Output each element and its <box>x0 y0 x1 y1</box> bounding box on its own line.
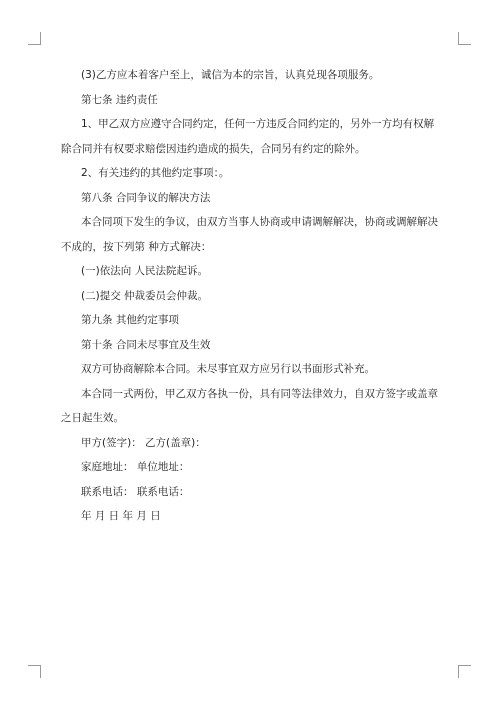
article-heading: 第十条 合同未尽事宜及生效 <box>81 338 211 351</box>
page-corner-mark-top-left <box>28 32 41 45</box>
page-corner-mark-bottom-left <box>28 665 41 678</box>
clause-paragraph: 本合同一式两份，甲乙双方各执一份，具有同等法律效力，自双方签字或盖章之日起生效。 <box>61 387 438 424</box>
article-heading: 第七条 违约责任 <box>81 93 158 106</box>
page-corner-mark-top-right <box>458 32 471 45</box>
page-corner-mark-bottom-right <box>458 665 471 678</box>
article-heading: 第九条 其他约定事项 <box>81 314 179 326</box>
article-heading: 第八条 合同争议的解决方法 <box>81 191 211 204</box>
phone-line: 联系电话： 联系电话： <box>81 485 190 498</box>
clause-paragraph: 双方可协商解除本合同。未尽事宜双方应另行以书面形式补充。 <box>81 363 375 375</box>
address-line: 家庭地址： 单位地址： <box>81 461 190 473</box>
document-body <box>61 63 441 529</box>
clause-paragraph: (二)提交 仲裁委员会仲裁。 <box>81 289 209 302</box>
clause-paragraph: 2、有关违约的其他约定事项：。 <box>81 167 230 179</box>
clause-paragraph: 本合同项下发生的争议，由双方当事人协商或申请调解解决，协商或调解解决不成的，按下列第 种方式解决： <box>61 216 438 253</box>
signature-line: 甲方(签字)： 乙方(盖章)： <box>81 436 206 449</box>
date-line: 年 月 日 年 月 日 <box>81 510 161 522</box>
clause-paragraph: (一)依法向 人民法院起诉。 <box>81 265 209 277</box>
clause-paragraph: 1、甲乙双方应遵守合同约定，任何一方违反合同约定的，另外一方均有权解除合同并有权要求赔偿因违约造成的损失，合同另有约定的除外。 <box>61 118 435 155</box>
clause-paragraph: (3)乙方应本着客户至上，诚信为本的宗旨，认真兑现各项服务。 <box>81 69 380 81</box>
